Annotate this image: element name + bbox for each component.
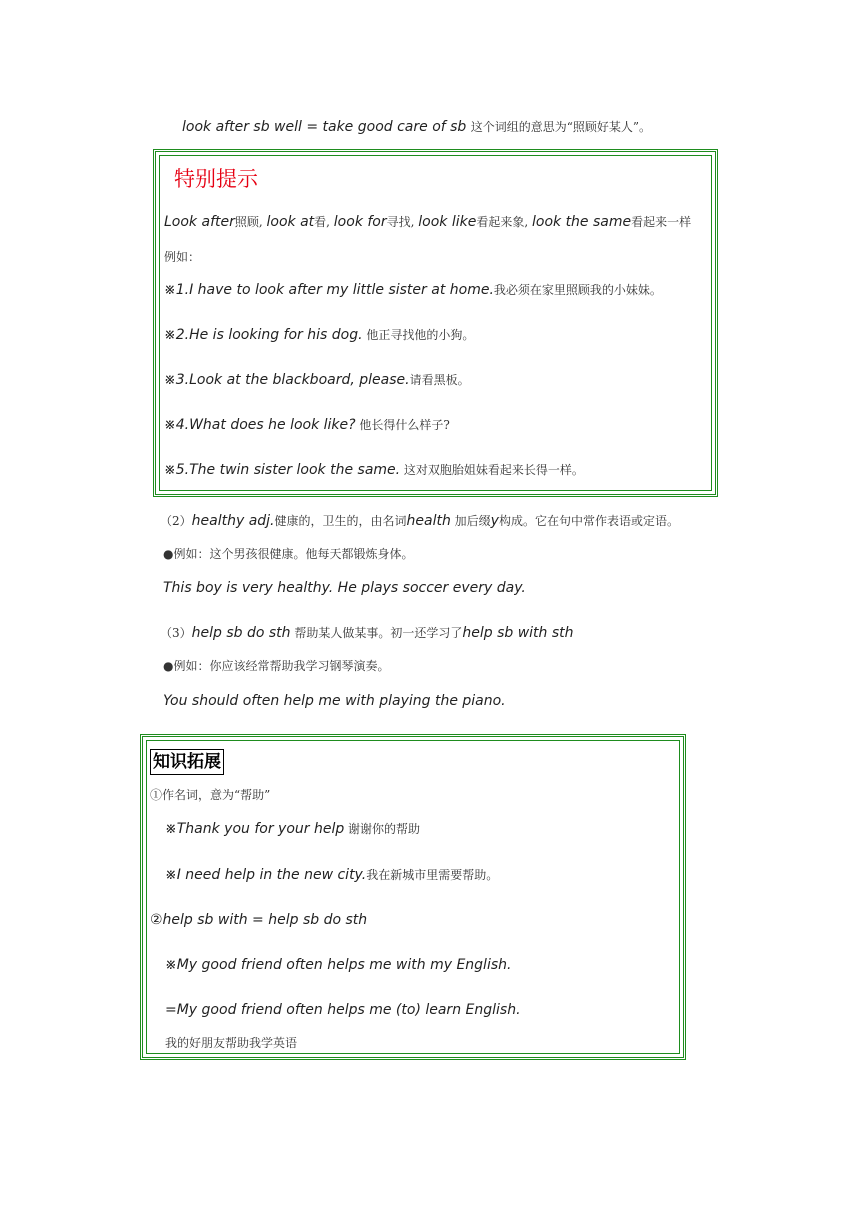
item2-example: =My good friend often helps me (to) learn English.: [165, 1002, 521, 1018]
example-en: ※1.I have to look after my little sister at home.: [164, 282, 494, 298]
section-number: （3）: [160, 626, 192, 640]
item1-example-en: ※Thank you for your help: [165, 821, 345, 837]
example-line: [164, 280, 662, 300]
item1-example: [165, 819, 420, 839]
phrase-en: look the same: [531, 214, 632, 230]
help-example-zh: ●例如：你应该经常帮助我学习钢琴演奏。: [163, 659, 390, 673]
healthy-en: healthy adj.: [191, 513, 275, 529]
phrase-zh: 寻找,: [386, 215, 419, 229]
health-en: health: [406, 513, 451, 529]
healthy-zh: 健康的，卫生的，由名词: [274, 514, 407, 528]
example-en: ※4.What does he look like?: [164, 417, 356, 433]
phrase-en: look for: [333, 214, 387, 230]
help-en: help sb do sth: [191, 625, 291, 641]
phrases-line: [164, 212, 691, 232]
help-zh: 帮助某人做某事。初一还学习了: [290, 626, 463, 640]
help-example-en: You should often help me with playing the piano.: [163, 693, 506, 709]
item1-example-zh: 我在新城市里需要帮助。: [366, 868, 499, 882]
item1-label: ①作名词，意为“帮助”: [150, 788, 271, 802]
phrase-en: look at: [266, 214, 315, 230]
help-definition: [160, 623, 574, 643]
example-zh: 我必须在家里照顾我的小妹妹。: [493, 283, 662, 297]
phrase-zh: 照顾,: [234, 215, 267, 229]
phrase-zh: 看起来一样: [631, 215, 692, 229]
section-number: （2）: [160, 514, 192, 528]
item2-example: ※My good friend often helps me with my English.: [165, 957, 512, 973]
phrase-zh: 看,: [314, 215, 334, 229]
healthy-definition: [160, 511, 679, 531]
example-zh: 请看黑板。: [409, 373, 470, 387]
example-line: [164, 460, 584, 480]
suffix-en: y: [490, 513, 499, 529]
example-label: 例如：: [164, 250, 201, 264]
example-line: [164, 370, 470, 390]
knowledge-title: 知识拓展: [150, 749, 224, 775]
example-en: ※2.He is looking for his dog.: [164, 327, 363, 343]
example-zh: 他正寻找他的小狗。: [362, 328, 475, 342]
special-tip-box: [153, 149, 718, 497]
item2-chinese: 我的好朋友帮助我学英语: [165, 1036, 298, 1050]
phrase-zh: 看起来象,: [476, 215, 532, 229]
example-en: ※3.Look at the blackboard, please.: [164, 372, 410, 388]
example-en: ※5.The twin sister look the same.: [164, 462, 401, 478]
healthy-example-en: This boy is very healthy. He plays soccer every day.: [163, 580, 526, 596]
phrase-en: look like: [418, 214, 477, 230]
healthy-zh: 加后缀: [450, 514, 491, 528]
help-with-en: help sb with sth: [462, 625, 574, 641]
healthy-zh: 构成。它在句中常作表语或定语。: [498, 514, 679, 528]
example-zh: 他长得什么样子?: [355, 418, 450, 432]
item1-example: [165, 865, 498, 885]
intro-line: [182, 117, 651, 137]
special-tip-title: 特别提示: [174, 167, 258, 191]
example-line: [164, 415, 450, 435]
intro-chinese: 这个词组的意思为“照顾好某人”。: [470, 120, 652, 134]
phrase-en: Look after: [164, 214, 235, 230]
item2-label: ②help sb with = help sb do sth: [150, 912, 368, 928]
item1-example-en: ※I need help in the new city.: [165, 867, 367, 883]
item1-example-zh: 谢谢你的帮助: [344, 822, 421, 836]
intro-english: look after sb well = take good care of sb: [182, 119, 467, 135]
example-zh: 这对双胞胎姐妹看起来长得一样。: [400, 463, 584, 477]
healthy-example-zh: ●例如：这个男孩很健康。他每天都锻炼身体。: [163, 547, 414, 561]
example-line: [164, 325, 474, 345]
